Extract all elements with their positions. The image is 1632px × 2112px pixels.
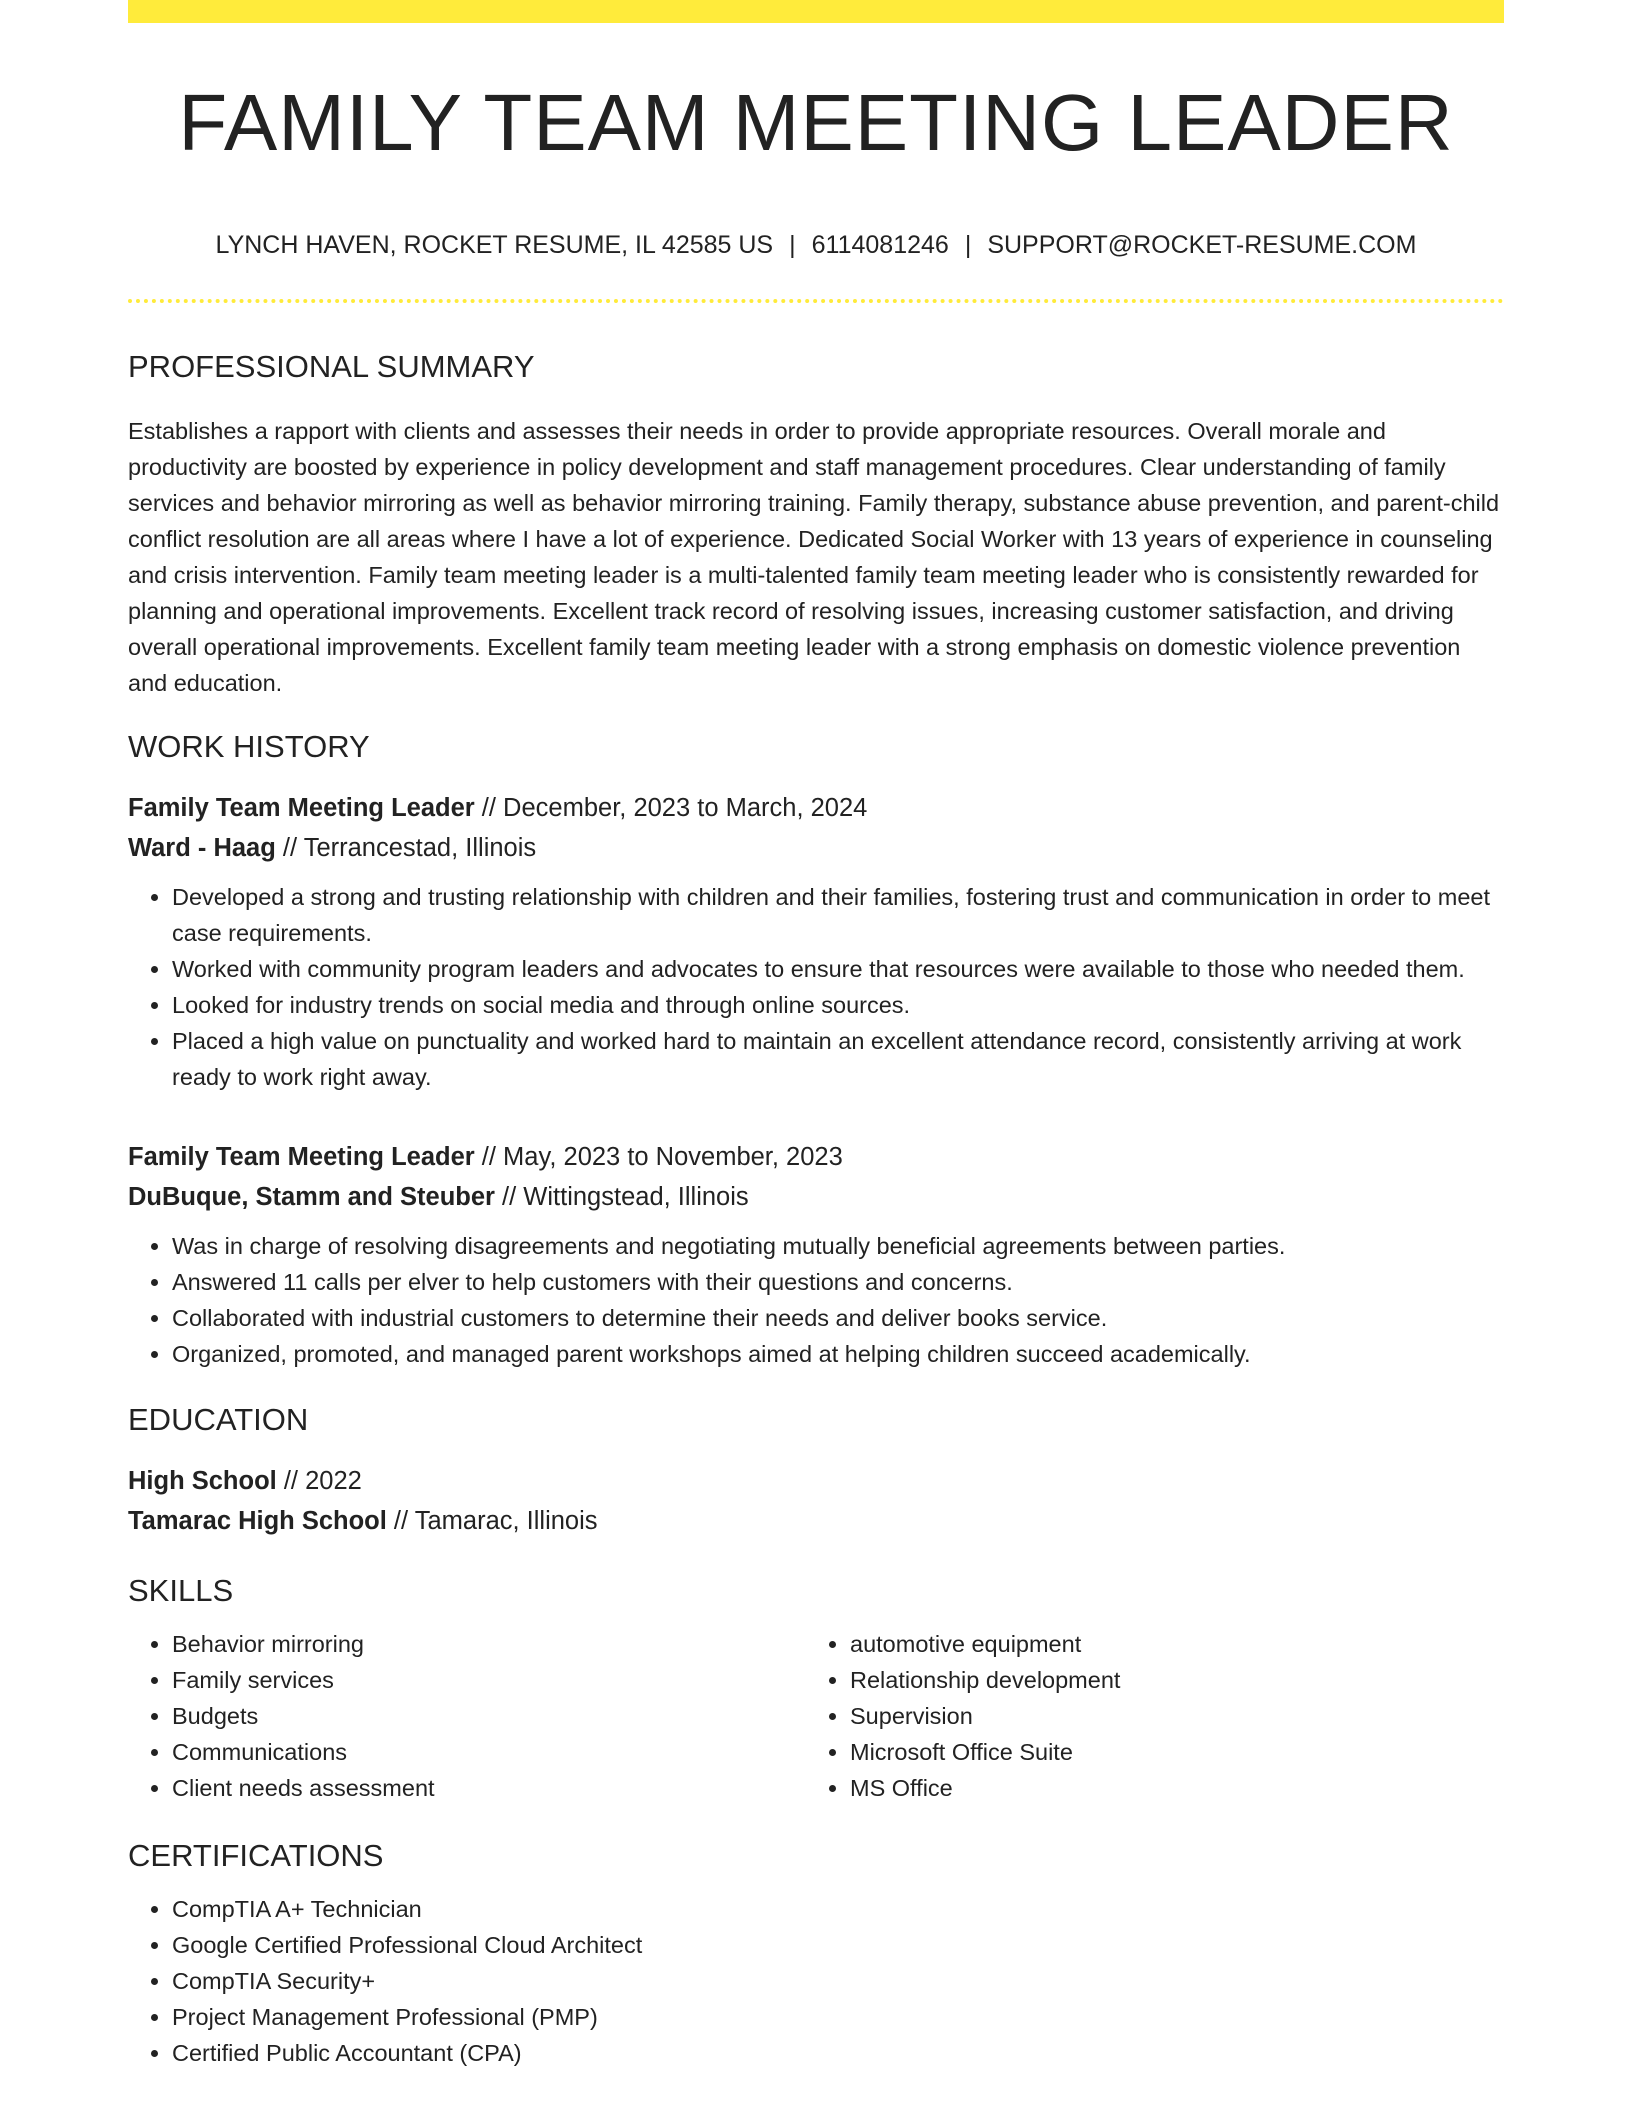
certification-item: • Certified Public Accountant (CPA) <box>172 2035 1504 2071</box>
work-history-heading: WORK HISTORY <box>128 728 370 764</box>
job-company: DuBuque, Stamm and Steuber <box>128 1182 495 1211</box>
skills-column-right <box>806 1626 1484 1806</box>
certification-item: • CompTIA A+ Technician <box>172 1891 1504 1927</box>
job-dates: // May, 2023 to November, 2023 <box>474 1142 843 1171</box>
skill-item: • Relationship development <box>850 1662 1484 1698</box>
education-heading: EDUCATION <box>128 1401 309 1437</box>
education-school: Tamarac High School <box>128 1506 387 1535</box>
education-degree: High School <box>128 1466 277 1495</box>
job-bullet: • Looked for industry trends on social media and through online sources. <box>172 987 1504 1023</box>
job-role: Family Team Meeting Leader <box>128 793 475 822</box>
education-year: // 2022 <box>276 1466 362 1495</box>
certification-item: • Project Management Professional (PMP) <box>172 1999 1504 2035</box>
skill-item: • Communications <box>172 1734 806 1770</box>
skills-list <box>128 1626 806 1806</box>
contact-separator: | <box>789 231 796 259</box>
job-company: Ward - Haag <box>128 833 276 862</box>
job-bullet: • Developed a strong and trusting relationship with children and their families, fostering trust and communication in order to meet case requirements. <box>172 879 1504 951</box>
job-bullet: • Answered 11 calls per elver to help customers with their questions and concerns. <box>172 1264 1504 1300</box>
contact-email: SUPPORT@ROCKET-RESUME.COM <box>987 231 1417 259</box>
skill-item: • MS Office <box>850 1770 1484 1806</box>
job-bullet: • Collaborated with industrial customers to determine their needs and deliver books service. <box>172 1300 1504 1336</box>
skill-item: • Budgets <box>172 1698 806 1734</box>
skills-columns <box>128 1626 1504 1806</box>
certification-item: • CompTIA Security+ <box>172 1963 1504 1999</box>
contact-phone: 6114081246 <box>811 231 949 259</box>
job-bullet: • Organized, promoted, and managed parent workshops aimed at helping children succeed academically. <box>172 1336 1504 1372</box>
job-dates: // December, 2023 to March, 2024 <box>474 793 868 822</box>
education-entry <box>128 1461 1504 1541</box>
contact-line <box>128 232 1504 260</box>
job-bullets <box>128 1228 1504 1372</box>
contact-separator: | <box>964 231 972 259</box>
skill-item: • Behavior mirroring <box>172 1626 806 1662</box>
contact-address: LYNCH HAVEN, ROCKET RESUME, IL 42585 US <box>215 231 774 259</box>
certification-item: • Google Certified Professional Cloud Architect <box>172 1927 1504 1963</box>
job-company-line <box>128 828 1504 868</box>
job-title-line <box>128 788 1504 828</box>
skills-heading: SKILLS <box>128 1572 234 1608</box>
job-company-line <box>128 1177 1504 1217</box>
job-location: // Terrancestad, Illinois <box>275 833 537 862</box>
candidate-name: FAMILY TEAM MEETING LEADER <box>178 78 1454 167</box>
summary-text: Establishes a rapport with clients and assesses their needs in order to provide appropriate resources. Overall morale and productivity are boosted by experience in policy development and staff management procedures. Clear understanding of family services and behavior mirroring as well as behavior mirroring training. Family therapy, substance abuse prevention, and parent-child conflict resolution are all areas where I have a lot of experience. Dedicated Social Worker with 13 years of experience in counseling and crisis intervention. Family team meeting leader is a multi-talented family team meeting leader who is consistently rewarded for planning and operational improvements. Excellent track record of resolving issues, increasing customer satisfaction, and driving overall operational improvements. Excellent family team meeting leader with a strong emphasis on domestic violence prevention and education. <box>128 417 1500 696</box>
resume-page <box>128 0 1504 2071</box>
job-title-line <box>128 1137 1504 1177</box>
skill-item: • Family services <box>172 1662 806 1698</box>
dotted-divider <box>128 299 1504 303</box>
skill-item: • Microsoft Office Suite <box>850 1734 1484 1770</box>
job-location: // Wittingstead, Illinois <box>494 1182 749 1211</box>
job-bullet: • Placed a high value on punctuality and worked hard to maintain an excellent attendance record, consistently arriving at work ready to work right away. <box>172 1023 1504 1095</box>
job-entry <box>128 1137 1504 1372</box>
skills-column-left <box>128 1626 806 1806</box>
education-school-line <box>128 1501 1504 1541</box>
skill-item: • Supervision <box>850 1698 1484 1734</box>
certifications-list <box>128 1891 1504 2071</box>
education-location: // Tamarac, Illinois <box>386 1506 598 1535</box>
skills-list <box>806 1626 1484 1806</box>
certifications-heading: CERTIFICATIONS <box>128 1837 384 1873</box>
skill-item: • automotive equipment <box>850 1626 1484 1662</box>
summary-heading: PROFESSIONAL SUMMARY <box>128 348 535 384</box>
accent-bar <box>128 0 1504 23</box>
job-role: Family Team Meeting Leader <box>128 1142 475 1171</box>
job-bullet: • Was in charge of resolving disagreements and negotiating mutually beneficial agreements between parties. <box>172 1228 1504 1264</box>
education-degree-line <box>128 1461 1504 1501</box>
job-bullets <box>128 879 1504 1095</box>
job-entry <box>128 788 1504 1095</box>
skill-item: • Client needs assessment <box>172 1770 806 1806</box>
job-bullet: • Worked with community program leaders and advocates to ensure that resources were available to those who needed them. <box>172 951 1504 987</box>
